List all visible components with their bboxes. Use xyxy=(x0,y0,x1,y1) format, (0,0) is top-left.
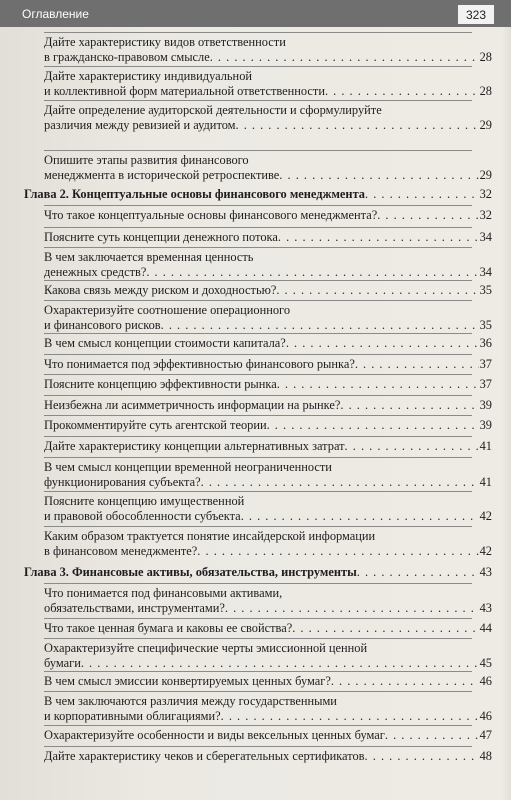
toc-entry xyxy=(44,529,492,544)
toc-entry-text: Дайте характеристику чеков и сберегательных сертификатов xyxy=(44,749,365,763)
toc-page-number: 48 xyxy=(479,749,492,763)
toc-entry-text: и финансового рисков xyxy=(44,318,161,332)
toc-page-number: 37 xyxy=(479,357,492,371)
dot-leader xyxy=(81,656,479,671)
toc-chapter-heading xyxy=(24,565,492,580)
toc-entry-text: различия между ревизией и аудитом xyxy=(44,118,236,132)
header-title: Оглавление xyxy=(22,7,89,21)
toc-entry-text: в гражданско-правовом смысле xyxy=(44,50,210,64)
toc-entry-text: Глава 2. Концептуальные основы финансового менеджмента xyxy=(24,187,366,201)
toc-page-number: 28 xyxy=(479,50,492,64)
toc-entry xyxy=(44,728,492,743)
toc-entry-text: В чем смысл эмиссии конвертируемых ценных бумаг? xyxy=(44,674,331,688)
toc-entry-text: Что такое концептуальные основы финансового менеджмента? xyxy=(44,208,378,222)
toc-entry xyxy=(44,69,492,84)
toc-entry-text: Дайте характеристику концепции альтернативных затрат xyxy=(44,439,345,453)
toc-entry-text: функционирования субъекта? xyxy=(44,475,201,489)
toc-entry-text: Поясните концепцию имущественной xyxy=(44,494,245,508)
dot-leader xyxy=(292,621,478,636)
toc-entry xyxy=(44,377,492,392)
toc-entry-text: В чем смысл концепции временной неограниченности xyxy=(44,460,332,474)
dot-leader xyxy=(225,601,479,616)
toc-page-number: 42 xyxy=(479,509,492,523)
toc-entry xyxy=(44,621,492,636)
dot-leader xyxy=(365,187,479,202)
toc-page-number: 29 xyxy=(479,168,492,182)
toc-entry-text: и коллективной форм материальной ответственности xyxy=(44,84,325,98)
toc-entry xyxy=(44,153,492,168)
toc-entry-text: В чем заключается временная ценность xyxy=(44,250,254,264)
toc-entry xyxy=(44,460,492,475)
dot-leader xyxy=(279,168,478,183)
toc-entry xyxy=(44,601,492,616)
toc-entry xyxy=(44,168,492,183)
dot-leader xyxy=(385,728,479,743)
toc-page-number: 41 xyxy=(479,475,492,489)
toc-page-number: 46 xyxy=(479,709,492,723)
toc-entry xyxy=(44,544,492,559)
toc-page-number: 36 xyxy=(479,336,492,350)
toc-page-number: 28 xyxy=(479,84,492,98)
toc-entry-text: В чем заключаются различия между государственными xyxy=(44,694,337,708)
toc-page-number: 34 xyxy=(479,265,492,279)
toc-entry-text: Дайте определение аудиторской деятельности и сформулируйте xyxy=(44,103,382,117)
toc-entry-text: Прокомментируйте суть агентской теории xyxy=(44,418,267,432)
toc-entry xyxy=(44,749,492,764)
dot-leader xyxy=(221,709,479,724)
toc-entry xyxy=(44,475,492,490)
toc-entry-text: и правовой обособленности субъекта xyxy=(44,509,241,523)
toc-page-number: 29 xyxy=(479,118,492,132)
toc-entry xyxy=(44,84,492,99)
toc-page-number: 32 xyxy=(479,187,492,201)
toc-entry xyxy=(44,35,492,50)
toc-page-number: 39 xyxy=(479,418,492,432)
dot-leader xyxy=(197,544,478,559)
toc-page-number: 32 xyxy=(479,208,492,222)
toc-entry-text: Опишите этапы развития финансового xyxy=(44,153,249,167)
toc-entry-text: обязательствами, инструментами? xyxy=(44,601,225,615)
toc-entry xyxy=(44,709,492,724)
toc-entry xyxy=(44,586,492,601)
toc-entry xyxy=(44,336,492,351)
toc-entry xyxy=(44,357,492,372)
toc-entry-text: Охарактеризуйте специфические черты эмиссионной ценной xyxy=(44,641,368,655)
toc-entry xyxy=(44,674,492,689)
toc-entry xyxy=(44,509,492,524)
toc-entry xyxy=(44,118,492,133)
dot-leader xyxy=(201,475,479,490)
toc-entry-text: Поясните суть концепции денежного потока xyxy=(44,230,278,244)
toc-entry-text: В чем смысл концепции стоимости капитала? xyxy=(44,336,286,350)
toc-entry-text: Что понимается под финансовыми активами, xyxy=(44,586,283,600)
dot-leader xyxy=(365,749,479,764)
toc-entry-text: Дайте характеристику видов ответственности xyxy=(44,35,286,49)
toc-entry xyxy=(44,439,492,454)
dot-leader xyxy=(345,439,479,454)
toc-entry-text: Охарактеризуйте соотношение операционного xyxy=(44,303,291,317)
toc-entry xyxy=(44,656,492,671)
toc-entry xyxy=(44,418,492,433)
dot-leader xyxy=(278,230,479,245)
toc-entry-text: Что такое ценная бумага и каковы ее свойства? xyxy=(44,621,293,635)
toc-page-number: 46 xyxy=(479,674,492,688)
dot-leader xyxy=(286,336,479,351)
toc-entry-text: Что понимается под эффективностью финансового рынка? xyxy=(44,357,355,371)
toc-page-number: 43 xyxy=(479,565,492,579)
toc-page-number: 41 xyxy=(479,439,492,453)
toc-entry-text: менеджмента в исторической ретроспективе xyxy=(44,168,280,182)
dot-leader xyxy=(276,283,478,298)
toc-entry-text: Охарактеризуйте особенности и виды вексельных ценных бумаг xyxy=(44,728,385,742)
toc-entry-text: Поясните концепцию эффективности рынка xyxy=(44,377,277,391)
toc-entry xyxy=(44,250,492,265)
toc-entry xyxy=(44,265,492,280)
dot-leader xyxy=(377,208,478,223)
toc-page-number: 43 xyxy=(479,601,492,615)
dot-leader xyxy=(357,565,479,580)
dot-leader xyxy=(331,674,479,689)
dot-leader xyxy=(161,318,479,333)
header-page-number: 323 xyxy=(458,5,494,24)
toc-entry xyxy=(44,283,492,298)
toc-chapter-heading xyxy=(24,187,492,202)
toc-entry-text: денежных средств? xyxy=(44,265,147,279)
page-edge-shadow xyxy=(502,27,511,800)
toc-page-number: 34 xyxy=(479,230,492,244)
dot-leader xyxy=(277,377,479,392)
toc-entry-text: Дайте характеристику индивидуальной xyxy=(44,69,253,83)
toc-entry xyxy=(44,694,492,709)
toc-entry-text: Неизбежна ли асимметричность информации на рынке? xyxy=(44,398,341,412)
toc-entry-text: бумаги xyxy=(44,656,81,670)
toc-entry xyxy=(44,641,492,656)
toc-entry xyxy=(44,494,492,509)
toc-page-number: 47 xyxy=(479,728,492,742)
toc-page-number: 44 xyxy=(479,621,492,635)
toc-entry xyxy=(44,208,492,223)
toc-page-number: 45 xyxy=(479,656,492,670)
dot-leader xyxy=(241,509,479,524)
dot-leader xyxy=(236,118,479,133)
toc-entry-text: Какова связь между риском и доходностью? xyxy=(44,283,277,297)
toc-page-number: 42 xyxy=(479,544,492,558)
dot-leader xyxy=(146,265,478,280)
toc-page-number: 35 xyxy=(479,283,492,297)
toc-page-number: 39 xyxy=(479,398,492,412)
dot-leader xyxy=(210,50,479,65)
dot-leader xyxy=(340,398,478,413)
toc-entry xyxy=(44,398,492,413)
toc-page-number: 37 xyxy=(479,377,492,391)
dot-leader xyxy=(325,84,479,99)
running-header xyxy=(0,0,511,27)
toc-entry xyxy=(44,230,492,245)
toc-page-number: 35 xyxy=(479,318,492,332)
toc-entry-text: и корпоративными облигациями? xyxy=(44,709,221,723)
toc-entry xyxy=(44,303,492,318)
toc-entry-text: Глава 3. Финансовые активы, обязательства, инструменты xyxy=(24,565,357,579)
toc-entry xyxy=(44,318,492,333)
dot-leader xyxy=(267,418,479,433)
toc-entry-text: Каким образом трактуется понятие инсайдерской информации xyxy=(44,529,376,543)
toc-entry xyxy=(44,50,492,65)
dot-leader xyxy=(355,357,479,372)
toc-entry-text: в финансовом менеджменте? xyxy=(44,544,198,558)
toc-entry xyxy=(44,103,492,118)
